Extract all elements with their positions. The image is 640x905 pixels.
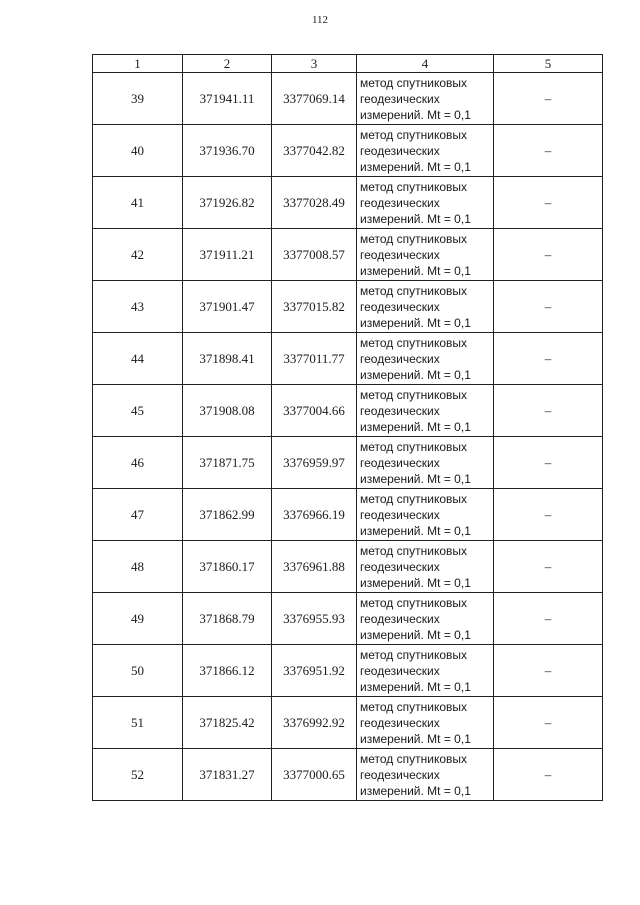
table-row [93, 645, 603, 697]
method-line: геодезических [360, 143, 440, 158]
method-line: метод спутниковых [360, 387, 468, 402]
method-cell [357, 73, 494, 125]
y-coordinate-cell: 3377028.49 [272, 177, 357, 229]
y-coordinate-cell: 3377042.82 [272, 125, 357, 177]
point-number-cell: 42 [93, 229, 183, 281]
y-coordinate-cell: 3377008.57 [272, 229, 357, 281]
method-line: метод спутниковых [360, 179, 468, 194]
table-row [93, 73, 603, 125]
table-row [93, 125, 603, 177]
header-col-2: 2 [183, 55, 272, 73]
point-number-cell: 46 [93, 437, 183, 489]
x-coordinate-cell: 371825.42 [183, 697, 272, 749]
note-cell: – [494, 177, 603, 229]
method-line: геодезических [360, 403, 440, 418]
point-number-cell: 44 [93, 333, 183, 385]
table-row [93, 333, 603, 385]
point-number-cell: 41 [93, 177, 183, 229]
note-cell: – [494, 645, 603, 697]
table-row [93, 229, 603, 281]
method-line: измерений. Mt = 0,1 [360, 523, 471, 538]
x-coordinate-cell: 371908.08 [183, 385, 272, 437]
method-line: метод спутниковых [360, 491, 468, 506]
point-number-cell: 39 [93, 73, 183, 125]
method-line: измерений. Mt = 0,1 [360, 783, 471, 798]
x-coordinate-cell: 371866.12 [183, 645, 272, 697]
point-number-cell: 49 [93, 593, 183, 645]
method-line: метод спутниковых [360, 595, 468, 610]
y-coordinate-cell: 3376992.92 [272, 697, 357, 749]
x-coordinate-cell: 371901.47 [183, 281, 272, 333]
coordinates-table [92, 54, 603, 801]
method-line: измерений. Mt = 0,1 [360, 367, 471, 382]
y-coordinate-cell: 3377000.65 [272, 749, 357, 801]
method-line: метод спутниковых [360, 699, 468, 714]
method-line: измерений. Mt = 0,1 [360, 107, 471, 122]
method-line: измерений. Mt = 0,1 [360, 575, 471, 590]
x-coordinate-cell: 371941.11 [183, 73, 272, 125]
table-header-row [93, 55, 603, 73]
method-cell [357, 437, 494, 489]
note-cell: – [494, 437, 603, 489]
note-cell: – [494, 541, 603, 593]
x-coordinate-cell: 371911.21 [183, 229, 272, 281]
header-col-1: 1 [93, 55, 183, 73]
method-line: геодезических [360, 767, 440, 782]
method-line: измерений. Mt = 0,1 [360, 211, 471, 226]
method-cell [357, 645, 494, 697]
table-row [93, 281, 603, 333]
method-cell [357, 489, 494, 541]
point-number-cell: 45 [93, 385, 183, 437]
table-row [93, 177, 603, 229]
table-row [93, 593, 603, 645]
method-cell [357, 125, 494, 177]
x-coordinate-cell: 371926.82 [183, 177, 272, 229]
method-line: геодезических [360, 611, 440, 626]
table-row [93, 749, 603, 801]
method-line: метод спутниковых [360, 283, 468, 298]
note-cell: – [494, 281, 603, 333]
point-number-cell: 43 [93, 281, 183, 333]
y-coordinate-cell: 3376961.88 [272, 541, 357, 593]
point-number-cell: 52 [93, 749, 183, 801]
note-cell: – [494, 749, 603, 801]
y-coordinate-cell: 3376951.92 [272, 645, 357, 697]
method-line: геодезических [360, 247, 440, 262]
method-line: метод спутниковых [360, 543, 468, 558]
y-coordinate-cell: 3376955.93 [272, 593, 357, 645]
page-number: 112 [311, 14, 329, 26]
y-coordinate-cell: 3376966.19 [272, 489, 357, 541]
method-line: метод спутниковых [360, 647, 468, 662]
table-row [93, 385, 603, 437]
method-cell [357, 593, 494, 645]
table-row [93, 437, 603, 489]
method-cell [357, 177, 494, 229]
note-cell: – [494, 385, 603, 437]
method-line: геодезических [360, 559, 440, 574]
y-coordinate-cell: 3376959.97 [272, 437, 357, 489]
point-number-cell: 50 [93, 645, 183, 697]
note-cell: – [494, 125, 603, 177]
method-cell [357, 229, 494, 281]
y-coordinate-cell: 3377004.66 [272, 385, 357, 437]
method-line: измерений. Mt = 0,1 [360, 315, 471, 330]
note-cell: – [494, 333, 603, 385]
table-row [93, 697, 603, 749]
method-line: метод спутниковых [360, 75, 468, 90]
table-row [93, 541, 603, 593]
method-cell [357, 281, 494, 333]
point-number-cell: 40 [93, 125, 183, 177]
method-line: геодезических [360, 455, 440, 470]
x-coordinate-cell: 371868.79 [183, 593, 272, 645]
x-coordinate-cell: 371898.41 [183, 333, 272, 385]
method-cell [357, 697, 494, 749]
method-line: метод спутниковых [360, 127, 468, 142]
point-number-cell: 51 [93, 697, 183, 749]
x-coordinate-cell: 371871.75 [183, 437, 272, 489]
method-line: измерений. Mt = 0,1 [360, 159, 471, 174]
method-line: метод спутниковых [360, 751, 468, 766]
note-cell: – [494, 697, 603, 749]
point-number-cell: 47 [93, 489, 183, 541]
note-cell: – [494, 489, 603, 541]
x-coordinate-cell: 371860.17 [183, 541, 272, 593]
note-cell: – [494, 593, 603, 645]
header-col-5: 5 [494, 55, 603, 73]
header-col-3: 3 [272, 55, 357, 73]
point-number-cell: 48 [93, 541, 183, 593]
method-line: измерений. Mt = 0,1 [360, 263, 471, 278]
method-line: измерений. Mt = 0,1 [360, 471, 471, 486]
method-line: метод спутниковых [360, 439, 468, 454]
x-coordinate-cell: 371862.99 [183, 489, 272, 541]
method-line: геодезических [360, 351, 440, 366]
method-cell [357, 333, 494, 385]
y-coordinate-cell: 3377069.14 [272, 73, 357, 125]
method-line: геодезических [360, 91, 440, 106]
note-cell: – [494, 73, 603, 125]
note-cell: – [494, 229, 603, 281]
method-line: геодезических [360, 663, 440, 678]
method-line: измерений. Mt = 0,1 [360, 731, 471, 746]
x-coordinate-cell: 371936.70 [183, 125, 272, 177]
method-line: геодезических [360, 299, 440, 314]
y-coordinate-cell: 3377015.82 [272, 281, 357, 333]
method-line: измерений. Mt = 0,1 [360, 679, 471, 694]
method-line: метод спутниковых [360, 231, 468, 246]
method-line: измерений. Mt = 0,1 [360, 627, 471, 642]
method-line: геодезических [360, 507, 440, 522]
header-col-4: 4 [357, 55, 494, 73]
method-line: измерений. Mt = 0,1 [360, 419, 471, 434]
y-coordinate-cell: 3377011.77 [272, 333, 357, 385]
method-cell [357, 541, 494, 593]
method-line: геодезических [360, 195, 440, 210]
method-cell [357, 385, 494, 437]
table-body [93, 73, 603, 801]
method-line: метод спутниковых [360, 335, 468, 350]
x-coordinate-cell: 371831.27 [183, 749, 272, 801]
method-cell [357, 749, 494, 801]
method-line: геодезических [360, 715, 440, 730]
table-row [93, 489, 603, 541]
